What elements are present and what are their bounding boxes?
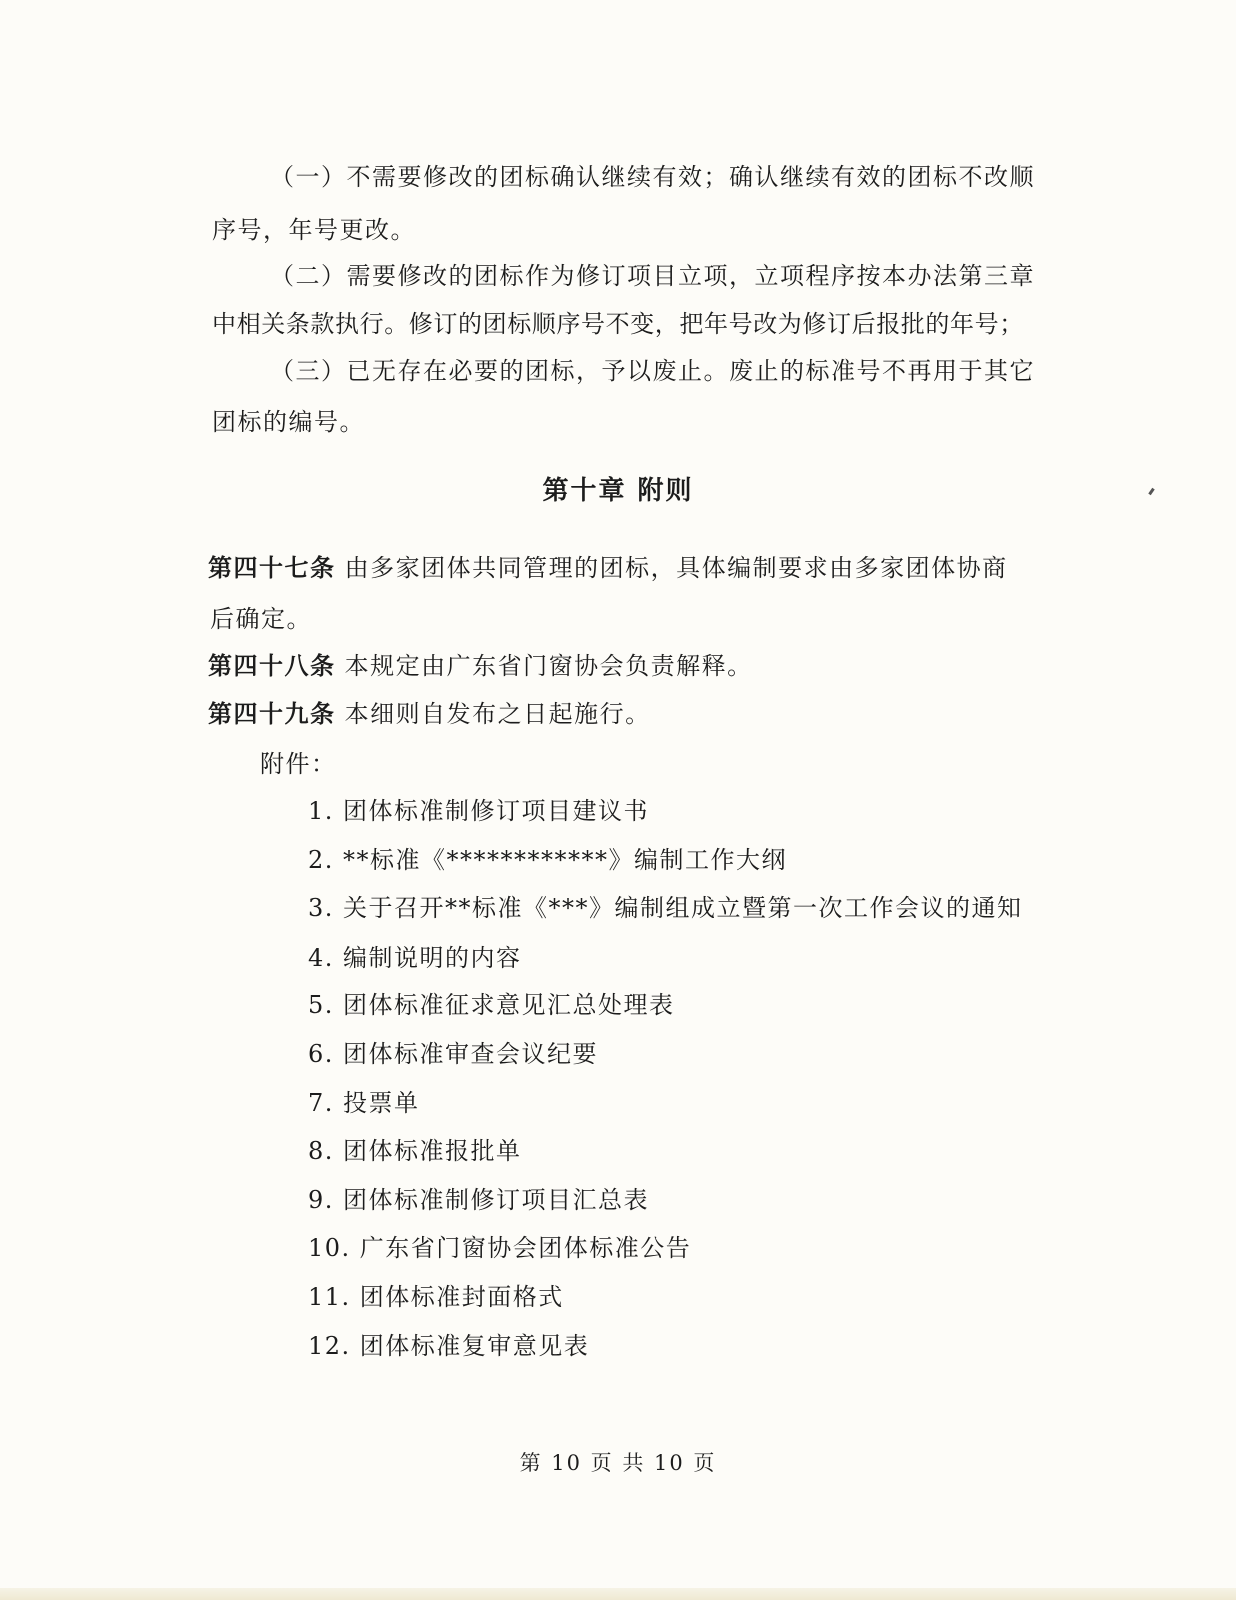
article-49-text: 本细则自发布之日起施行。 [344, 700, 651, 728]
article-47-text: 由多家团体共同管理的团标，具体编制要求由多家团体协商 [344, 554, 1008, 582]
attachment-item-10: 10. 广东省门窗协会团体标准公告 [308, 1234, 692, 1262]
attachment-item-5: 5. 团体标准征求意见汇总处理表 [308, 991, 675, 1019]
attachment-item-4: 4. 编制说明的内容 [308, 944, 522, 972]
attachment-item-3: 3. 关于召开**标准《***》编制组成立暨第一次工作会议的通知 [308, 894, 1023, 922]
attachments-label: 附件： [260, 750, 337, 778]
attachment-item-12: 12. 团体标准复审意见表 [308, 1332, 590, 1360]
article-49 [208, 694, 651, 729]
paragraph-1-line-1: （一）不需要修改的团标确认继续有效；确认继续有效的团标不改顺 [270, 163, 1035, 191]
paragraph-1-line-2: 序号，年号更改。 [212, 216, 416, 244]
article-47 [208, 548, 1008, 583]
chapter-title: 第十章 附则 [542, 476, 694, 506]
paragraph-2-line-2: 中相关条款执行。修订的团标顺序号不变，把年号改为修订后报批的年号； [212, 310, 1024, 338]
article-49-label: 第四十九条 [208, 700, 336, 728]
article-48 [208, 646, 753, 681]
paragraph-3-line-2: 团标的编号。 [212, 408, 365, 436]
attachment-item-6: 6. 团体标准审查会议纪要 [308, 1040, 599, 1068]
attachment-item-11: 11. 团体标准封面格式 [308, 1283, 564, 1311]
article-47-continuation: 后确定。 [210, 605, 312, 633]
page-footer: 第 10 页 共 10 页 [519, 1451, 717, 1475]
attachment-item-2: 2. **标准《************》编制工作大纲 [308, 846, 788, 874]
attachment-item-1: 1. 团体标准制修订项目建议书 [308, 797, 650, 825]
attachment-item-7: 7. 投票单 [308, 1089, 420, 1117]
scan-bottom-edge [0, 1588, 1236, 1600]
paragraph-2-line-1: （二）需要修改的团标作为修订项目立项，立项程序按本办法第三章 [270, 262, 1035, 290]
article-48-label: 第四十八条 [208, 652, 336, 680]
paragraph-3-line-1: （三）已无存在必要的团标，予以废止。废止的标准号不再用于其它 [270, 357, 1035, 385]
attachment-item-9: 9. 团体标准制修订项目汇总表 [308, 1186, 650, 1214]
article-47-label: 第四十七条 [208, 554, 336, 582]
attachment-item-8: 8. 团体标准报批单 [308, 1137, 522, 1165]
article-48-text: 本规定由广东省门窗协会负责解释。 [344, 652, 753, 680]
